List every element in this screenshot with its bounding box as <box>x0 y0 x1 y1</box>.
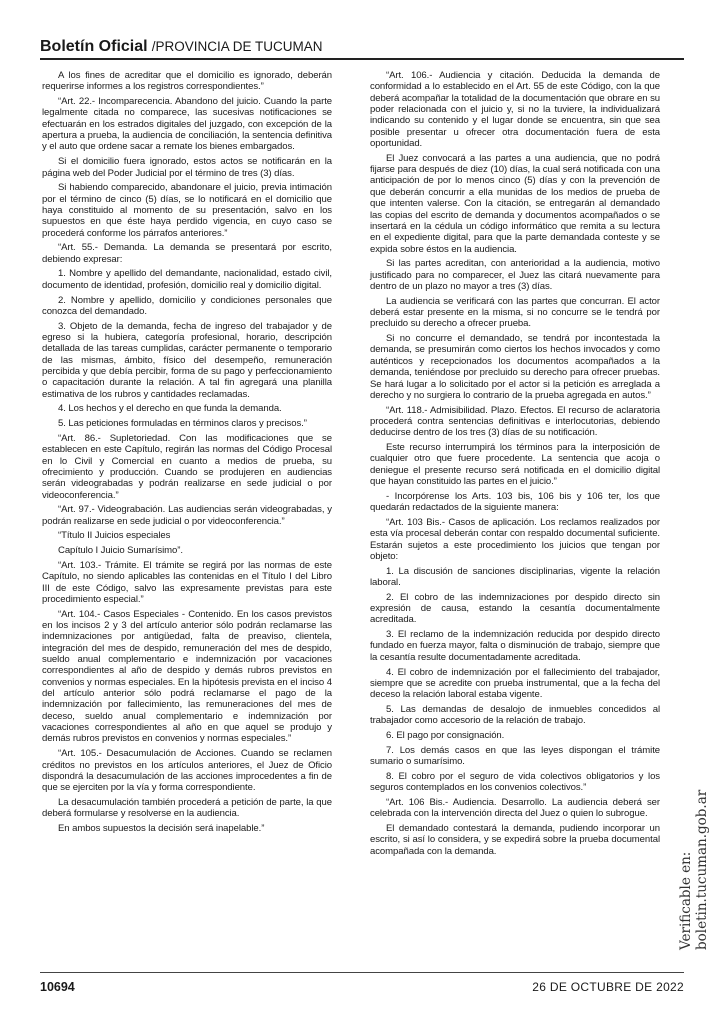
province-label: /PROVINCIA DE TUCUMAN <box>151 39 323 54</box>
paragraph: “Art. 104.- Casos Especiales - Contenido. En los casos previstos en los incisos 2 y 3 del artículo anterior sólo podrán reclamarse las indemnizaciones por antigüedad, falta de preaviso, clientela, integración del mes de despido, remuneración del mes de despido, sueldo anual complementario e indemnización por vacaciones correspondientes al año de despido y demás rubros previstos en convenios y normas especiales. En la hipótesis prevista en el inciso 4 del artículo anterior sólo podrá reclamarse el pago de la indemnización por fallecimiento, las remuneraciones del mes de deceso, sueldo anual complementario e indemnización por vacaciones correspondientes al año en que aquel se produjo y demás rubros previstos en convenios y normas especiales.” <box>42 608 332 745</box>
paragraph: El demandado contestará la demanda, pudiendo incorporar un escrito, si así lo considera, y se expedirá sobre la prueba documental acompañada con la demanda. <box>370 823 660 857</box>
paragraph: “Art. 55.- Demanda. La demanda se presentará por escrito, debiendo expresar: <box>42 242 332 265</box>
paragraph: 6. El pago por consignación. <box>386 730 505 742</box>
paragraph: “Art. 22.- Incomparecencia. Abandono del juicio. Cuando la parte legalmente citada no comparece, las sucesivas notificaciones se efectuarán en los estrados digitales del juzgado, con excepción de la apertura a prueba, la audiencia de conciliación, la sentencia definitiva y el auto que ordene sacar a remate los bienes embargados. <box>42 96 332 153</box>
right-column <box>370 70 660 860</box>
paragraph: 5. Las demandas de desalojo de inmuebles concedidos al trabajador como accesorio de la relación de trabajo. <box>370 703 660 727</box>
verification-url[interactable]: boletin.tucuman.gob.ar <box>694 789 710 950</box>
paragraph: Si el domicilio fuera ignorado, estos actos se notificarán en la página web del Poder Judicial por el término de tres (3) días. <box>42 156 332 179</box>
paragraph: 7. Los demás casos en que las leyes dispongan el trámite sumario o sumarísimo. <box>370 744 660 768</box>
page-number: 10694 <box>40 980 75 994</box>
verification-label: Verificable en: <box>678 851 694 950</box>
paragraph: Capítulo I Juicio Sumarísimo”. <box>58 545 183 557</box>
paragraph: 5. Las peticiones formuladas en términos claros y precisos.” <box>58 418 307 430</box>
paragraph: - Incorpórense los Arts. 103 bis, 106 bis y 106 ter, los que quedarán redactados de la siguiente manera: <box>370 490 660 514</box>
left-column <box>42 70 332 838</box>
paragraph: “Art. 106.- Audiencia y citación. Deducida la demanda de conformidad a lo establecido en el Art. 55 de este Código, con la que deberá acompañar la totalidad de la documentación que obrare en su poder relacionada con el juicio y, si no la tuviere, la individualizará indicando su contenido y el lugar donde se encuentra, sin que sea posible presentar u ofrecer otra documentación fuera de esta oportunidad. <box>370 70 660 150</box>
verification-notice <box>678 790 710 950</box>
paragraph: La audiencia se verificará con las partes que concurran. El actor deberá estar presente en la misma, si no concurre se le tendrá por precluido su derecho a ofrecer prueba. <box>370 295 660 330</box>
paragraph: 1. Nombre y apellido del demandante, nacionalidad, estado civil, documento de identidad, profesión, domicilio real y domicilio digital. <box>42 268 332 291</box>
footer-divider <box>40 972 684 973</box>
paragraph: 1. La discusión de sanciones disciplinarias, vigente la relación laboral. <box>370 565 660 588</box>
paragraph: “Art. 97.- Videograbación. Las audiencias serán videograbadas, y podrán realizarse en sede judicial o por videoconferencia.” <box>42 504 332 527</box>
paragraph: “Art. 103 Bis.- Casos de aplicación. Los reclamos realizados por esta vía procesal deberán contar con respaldo documental suficiente. Estarán sujetos a este procedimiento los juicios que tengan por objeto: <box>370 516 660 562</box>
paragraph: Si las partes acreditan, con anterioridad a la audiencia, motivo justificado para no comparecer, el Juez las citará nuevamente para dentro de un plazo no mayor a tres (3) días. <box>370 258 660 292</box>
paragraph: Este recurso interrumpirá los términos para la interposición de cualquier otro que fuere procedente. La sentencia que acoja o deniegue el presente recurso será notificada en el domicilio digital que hayan constituido las partes en el juicio.” <box>370 442 660 488</box>
paragraph: “Art. 86.- Supletoriedad. Con las modificaciones que se establecen en este Capítulo, regirán las normas del Código Procesal en lo Civil y Comercial en cuanto a medios de prueba, su ofrecimiento y producción. Cuando se produjeren en audiencias serán videograbadas y podrán realizarse en sede judicial o por videoconferencia.” <box>42 432 332 501</box>
paragraph: “Título II Juicios especiales <box>58 530 171 542</box>
paragraph: Si habiendo comparecido, abandonare el juicio, previa intimación por el término de cinco (5) días, se lo notificará en el domicilio que haya constituido al momento de su presentación, salvo en los supuestos en que éste haya perdido vigencia, en cuyo caso se procederá conforme los párrafos anteriores.” <box>42 182 332 239</box>
paragraph: 2. El cobro de las indemnizaciones por despido directo sin expresión de causa, estando la cesantía documentalmente acreditada. <box>370 591 660 626</box>
paragraph: 4. Los hechos y el derecho en que funda la demanda. <box>58 403 282 415</box>
paragraph: 2. Nombre y apellido, domicilio y condiciones personales que conozca del demandado. <box>42 294 332 317</box>
paragraph: La desacumulación también procederá a petición de parte, la que deberá formularse y resolverse en la audiencia. <box>42 796 332 820</box>
paragraph: “Art. 105.- Desacumulación de Acciones. Cuando se reclamen créditos no previstos en los artículos anteriores, el Juez de Oficio dispondrá la desacumulación de las acciones improcedentes a fin de que se ejerciten por la vía y forma correspondiente. <box>42 748 332 794</box>
bulletin-title: Boletín Oficial <box>40 38 148 55</box>
paragraph: En ambos supuestos la decisión será inapelable.” <box>58 823 265 834</box>
paragraph: A los fines de acreditar que el domicilio es ignorado, deberán requerirse informes a los registros correspondientes.” <box>42 70 332 93</box>
masthead <box>40 38 684 56</box>
paragraph: 4. El cobro de indemnización por el fallecimiento del trabajador, siempre que se acredite con prueba instrumental, que a la fecha del deceso la relación laboral estaba vigente. <box>370 666 660 701</box>
publication-date: 26 DE OCTUBRE DE 2022 <box>532 980 684 994</box>
header-divider <box>40 58 684 60</box>
paragraph: El Juez convocará a las partes a una audiencia, que no podrá fijarse para después de diez (10) días, la cual será notificada con una anticipación de por lo menos cinco (5) días y con la prevención de que deberán concurrir a ella munidas de los medios de prueba de que intenten valerse. Con la citación, se entregarán al demandado las copias del escrito de demanda y documentos acompañados o se insertará en la cédula un código informático que remita a su lectura en el expediente digital, para que la parte demandada conteste y se expida sobre éstos en la audiencia. <box>370 152 660 255</box>
paragraph: Si no concurre el demandado, se tendrá por incontestada la demanda, se presumirán como ciertos los hechos invocados y como auténticos y recepcionados los documentos acompañados a la demanda, teniéndose por precluido su derecho para ofrecer pruebas. Se hará lugar a lo solicitado por el actor si la petición es arreglada a derecho y no surgiera lo contrario de la prueba agregada en autos.” <box>370 333 660 401</box>
paragraph: “Art. 106 Bis.- Audiencia. Desarrollo. La audiencia deberá ser celebrada con la intervención directa del Juez o quien lo subrogue. <box>370 796 660 820</box>
paragraph: 8. El cobro por el seguro de vida colectivos obligatorios y los seguros contemplados en los convenios colectivos.” <box>370 770 660 794</box>
paragraph: “Art. 118.- Admisibilidad. Plazo. Efectos. El recurso de aclaratoria procederá contra sentencias definitivas e interlocutorias, debiendo deducirse dentro de los tres (3) días de su notificación. <box>370 404 660 439</box>
paragraph: 3. Objeto de la demanda, fecha de ingreso del trabajador y de egreso si la hubiera, categoría profesional, horario, descripción detallada de las tareas cumplidas, carácter permanente o temporario de las mismas, ámbito, físico del desempeño, remuneración percibida y que debía percibir, forma de su pago y perfeccionamiento o capacitación durante la relación. A tal fin agregará una planilla estimativa de los rubros y cantidades reclamadas. <box>42 320 332 400</box>
paragraph: “Art. 103.- Trámite. El trámite se regirá por las normas de este Capítulo, no siendo aplicables las contenidas en el Título I del Libro III de este Código, salvo las expresamente previstas para este procedimiento especial.” <box>42 559 332 605</box>
paragraph: 3. El reclamo de la indemnización reducida por despido directo fundado en fuerza mayor, falta o disminución de trabajo, siempre que la cesantía resulte documentadamente acreditada. <box>370 629 660 663</box>
